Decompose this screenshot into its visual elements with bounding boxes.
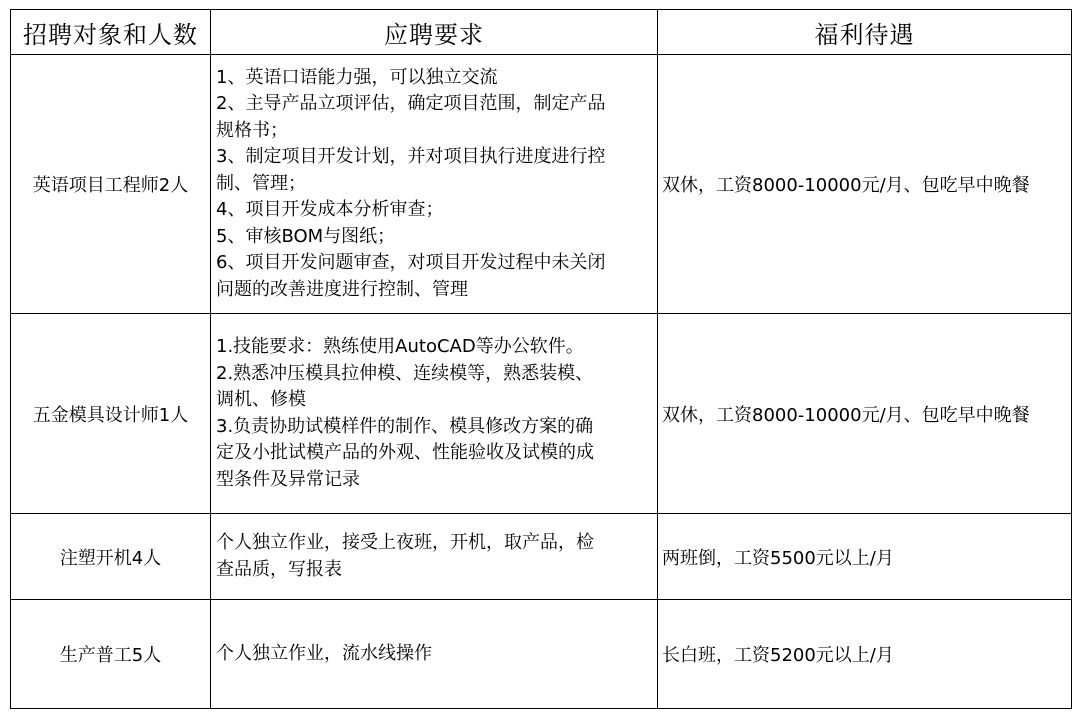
requirements-cell bbox=[211, 55, 658, 314]
requirements-cell bbox=[211, 314, 658, 514]
requirement-line: 个人独立作业，接受上夜班，开机，取产品，检 bbox=[216, 532, 594, 553]
requirement-line: 1、英语口语能力强，可以独立交流 bbox=[216, 66, 498, 88]
position-cell: 注塑开机4人 bbox=[11, 514, 211, 600]
requirement-line: 2.熟悉冲压模具拉伸模、连续模等，熟悉装模、 bbox=[216, 362, 594, 384]
position-cell: 生产普工5人 bbox=[11, 600, 211, 709]
requirement-line: 规格书； bbox=[216, 119, 288, 141]
requirement-line: 6、项目开发问题审查，对项目开发过程中未关闭 bbox=[216, 252, 606, 274]
requirement-line: 4、项目开发成本分析审查； bbox=[216, 199, 444, 221]
benefits-cell: 双休，工资8000-10000元/月、包吃早中晚餐 bbox=[658, 314, 1072, 514]
benefits-cell: 长白班，工资5200元以上/月 bbox=[658, 600, 1072, 709]
requirement-line: 调机、修模 bbox=[216, 389, 306, 410]
recruitment-table bbox=[10, 9, 1072, 709]
requirement-line: 3、制定项目开发计划，并对项目执行进度进行控 bbox=[216, 146, 606, 168]
header-row bbox=[11, 10, 1072, 55]
table-row bbox=[11, 514, 1072, 600]
requirement-line: 个人独立作业，流水线操作 bbox=[216, 642, 432, 664]
table-row bbox=[11, 314, 1072, 514]
requirement-line: 查品质，写报表 bbox=[216, 558, 342, 580]
header-requirements: 应聘要求 bbox=[211, 10, 658, 55]
header-benefits: 福利待遇 bbox=[658, 10, 1072, 55]
recruitment-sheet bbox=[10, 9, 1072, 709]
requirement-line: 5、审核BOM与图纸； bbox=[216, 225, 396, 247]
position-cell: 英语项目工程师2人 bbox=[11, 55, 211, 314]
requirement-line: 1.技能要求：熟练使用AutoCAD等办公软件。 bbox=[216, 336, 584, 357]
requirement-line: 制、管理； bbox=[216, 172, 306, 194]
benefits-cell: 两班倒，工资5500元以上/月 bbox=[658, 514, 1072, 600]
requirements-cell bbox=[211, 600, 658, 709]
benefits-cell: 双休，工资8000-10000元/月、包吃早中晚餐 bbox=[658, 55, 1072, 314]
requirement-line: 2、主导产品立项评估，确定项目范围，制定产品 bbox=[216, 93, 606, 115]
requirement-line: 问题的改善进度进行控制、管理 bbox=[216, 278, 468, 300]
table-row bbox=[11, 600, 1072, 709]
requirement-line: 3.负责协助试模样件的制作、模具修改方案的确 bbox=[216, 415, 594, 437]
header-position: 招聘对象和人数 bbox=[11, 10, 211, 55]
position-cell: 五金模具设计师1人 bbox=[11, 314, 211, 514]
requirement-line: 定及小批试模产品的外观、性能验收及试模的成 bbox=[216, 442, 594, 463]
table-row bbox=[11, 55, 1072, 314]
requirements-cell bbox=[211, 514, 658, 600]
requirement-line: 型条件及异常记录 bbox=[216, 468, 360, 490]
